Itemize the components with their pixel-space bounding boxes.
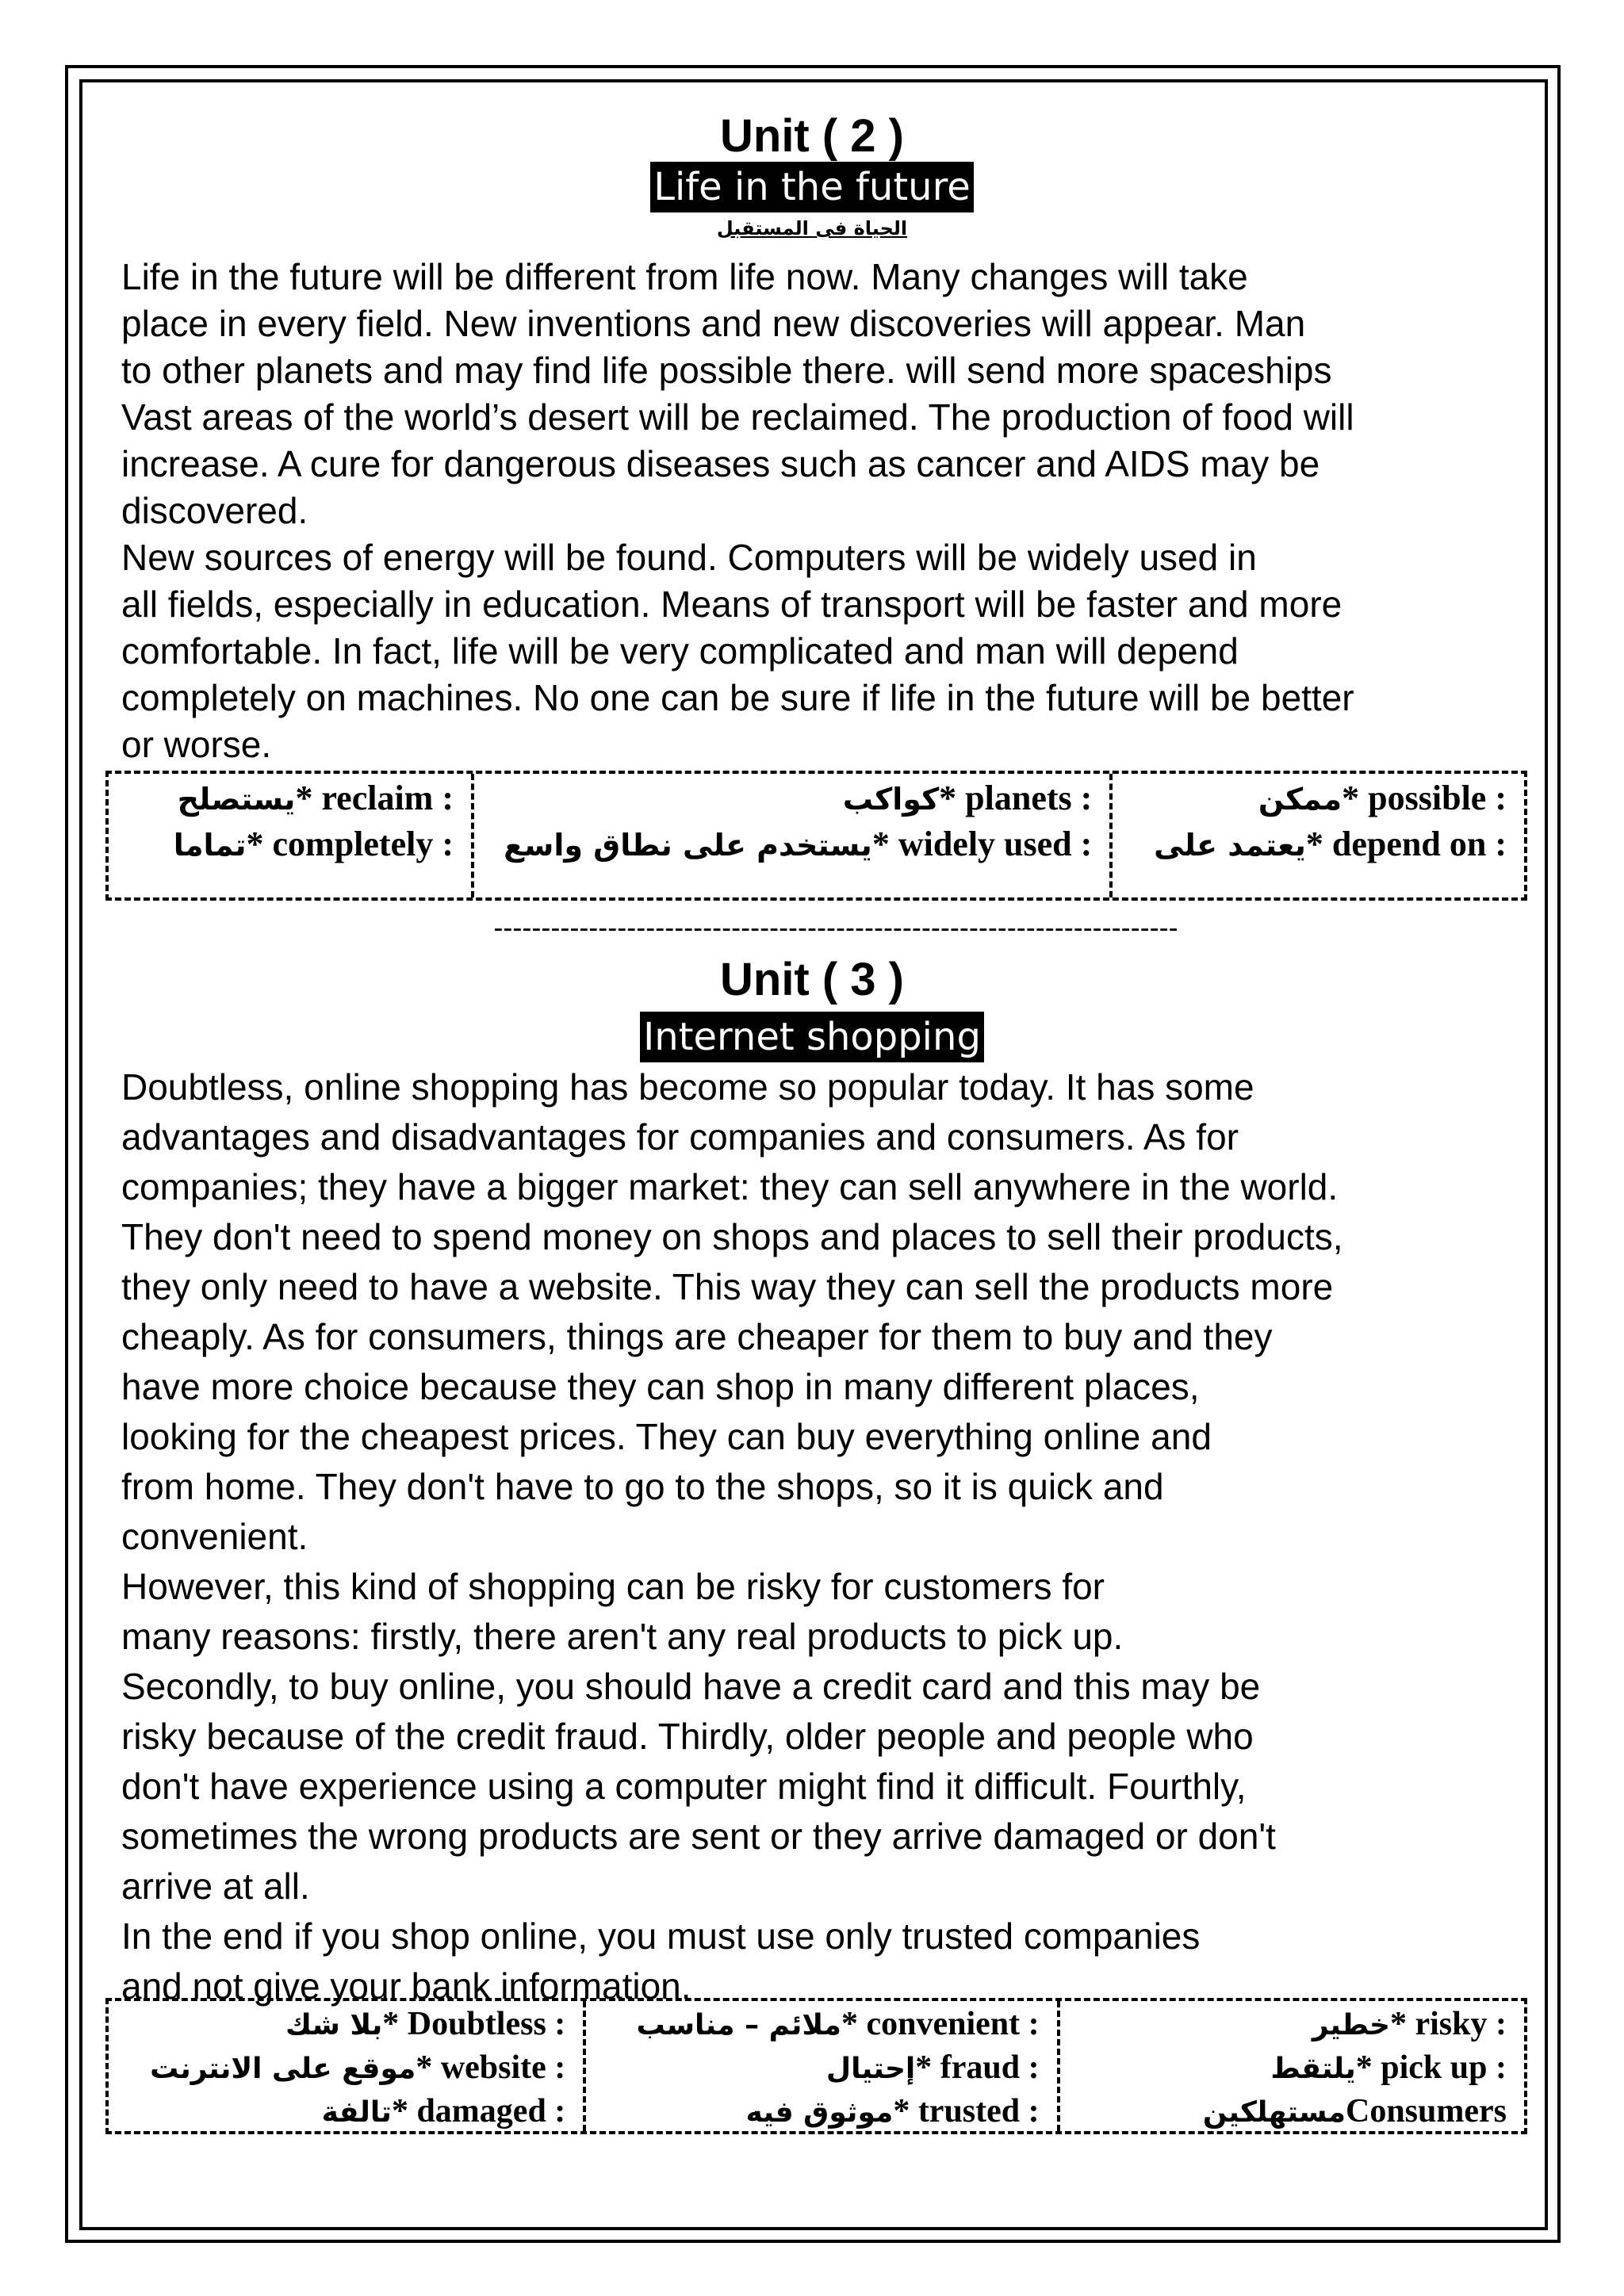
vocab-arabic-meaning: يستخدم على نطاق واسع xyxy=(504,828,872,863)
passage-line: Secondly, to buy online, you should have a credit card and this may be xyxy=(121,1666,1261,1707)
passage-line: Doubtless, online shopping has become so popular today. It has some xyxy=(121,1066,1254,1108)
passage-line: many reasons: firstly, there aren't any real products to pick up. xyxy=(121,1616,1124,1657)
vocab-english-term: * depend on : xyxy=(1305,825,1507,863)
passage-line: New sources of energy will be found. Computers will be widely used in xyxy=(121,537,1257,578)
vocab-english-term: Consumers xyxy=(1345,2093,1507,2130)
vocab-entry xyxy=(126,821,454,867)
vocab-arabic-meaning: مستهلكين xyxy=(1202,2096,1346,2129)
vocab-english-term: * pick up : xyxy=(1355,2049,1507,2086)
vocab-column xyxy=(109,774,471,897)
vocab-english-term: * trusted : xyxy=(893,2093,1040,2130)
vocab-entry xyxy=(1078,2090,1507,2133)
passage-line: discovered. xyxy=(121,490,308,531)
vocab-arabic-meaning: خطير xyxy=(1312,2009,1390,2042)
unit2-heading: Unit ( 2 ) xyxy=(720,110,904,162)
unit3-passage xyxy=(121,1062,1517,2011)
vocab-english-term: * reclaim : xyxy=(295,779,454,817)
vocab-arabic-meaning: ملائم – مناسب xyxy=(636,2009,841,2042)
passage-line: have more choice because they can shop in many different places, xyxy=(121,1366,1200,1407)
vocab-english-term: * widely used : xyxy=(871,825,1093,863)
passage-line: Life in the future will be different from life now. Many changes will take xyxy=(121,256,1248,297)
vocab-column xyxy=(1057,2001,1524,2131)
unit2-title-arabic: الحياة فى المستقبل xyxy=(716,217,908,239)
vocab-entry xyxy=(1078,2046,1507,2090)
passage-line: and not give your bank information. xyxy=(121,1965,691,2007)
vocab-column xyxy=(471,774,1109,897)
vocab-arabic-meaning: يستصلح xyxy=(177,782,296,817)
unit2-passage xyxy=(121,254,1517,768)
passage-line: all fields, especially in education. Means of transport will be faster and more xyxy=(121,584,1342,625)
passage-line: cheaply. As for consumers, things are cheaper for them to buy and they xyxy=(121,1316,1273,1357)
unit3-vocabulary-box xyxy=(105,1998,1527,2134)
unit3-title: Internet shopping xyxy=(640,1012,984,1062)
vocab-english-term: * convenient : xyxy=(841,2006,1040,2042)
passage-line: In the end if you shop online, you must use only trusted companies xyxy=(121,1915,1201,1957)
passage-line: from home. They don't have to go to the shops, so it is quick and xyxy=(121,1466,1164,1507)
vocab-english-term: * fraud : xyxy=(915,2049,1040,2086)
vocab-entry xyxy=(1130,775,1507,821)
vocab-english-term: * possible : xyxy=(1342,779,1507,817)
unit2-title: Life in the future xyxy=(650,162,974,212)
passage-line: or worse. xyxy=(121,724,272,765)
passage-line: looking for the cheapest prices. They can buy everything online and xyxy=(121,1416,1212,1457)
vocab-column xyxy=(109,2001,583,2131)
vocab-entry xyxy=(126,2003,565,2046)
vocab-arabic-meaning: كواكب xyxy=(842,782,940,817)
vocab-entry xyxy=(1130,821,1507,867)
passage-line: completely on machines. No one can be sure if life in the future will be better xyxy=(121,677,1354,718)
vocab-arabic-meaning: بلا شك xyxy=(285,2009,383,2042)
vocab-english-term: * completely : xyxy=(246,825,454,863)
unit2-title-banner xyxy=(0,162,1624,212)
vocab-entry xyxy=(126,775,454,821)
passage-line: sometimes the wrong products are sent or they arrive damaged or don't xyxy=(121,1816,1276,1857)
vocab-arabic-meaning: موثوق فيه xyxy=(745,2096,894,2129)
passage-line: Vast areas of the world’s desert will be reclaimed. The production of food will xyxy=(121,396,1354,438)
unit2-vocabulary-box xyxy=(105,771,1527,901)
vocab-entry xyxy=(492,821,1092,867)
passage-line: convenient. xyxy=(121,1516,308,1557)
vocab-arabic-meaning: إحتيال xyxy=(825,2053,916,2085)
passage-line: They don't need to spend money on shops and places to sell their products, xyxy=(121,1216,1343,1257)
vocab-entry xyxy=(603,2003,1039,2046)
passage-line: to other planets and may find life possible there. will send more spaceships xyxy=(121,350,1332,391)
passage-line: they only need to have a website. This way they can sell the products more xyxy=(121,1266,1334,1307)
passage-line: arrive at all. xyxy=(121,1866,310,1907)
vocab-column xyxy=(1109,774,1524,897)
vocab-arabic-meaning: ممكن xyxy=(1258,782,1342,817)
vocab-english-term: * website : xyxy=(416,2049,566,2086)
section-separator: ------------------------------------------------------------------------ xyxy=(493,911,1178,943)
vocab-arabic-meaning: يلتقط xyxy=(1270,2053,1356,2085)
unit3-title-banner xyxy=(0,1012,1624,1062)
vocab-entry xyxy=(603,2046,1039,2090)
vocab-arabic-meaning: تماما xyxy=(173,828,247,863)
vocab-arabic-meaning: يعتمد على xyxy=(1154,828,1306,863)
vocab-english-term: * risky : xyxy=(1390,2006,1507,2042)
passage-line: However, this kind of shopping can be risky for customers for xyxy=(121,1566,1105,1607)
vocab-entry xyxy=(126,2090,565,2133)
passage-line: companies; they have a bigger market: they can sell anywhere in the world. xyxy=(121,1166,1339,1207)
vocab-english-term: * planets : xyxy=(939,779,1093,817)
passage-line: risky because of the credit fraud. Thirdly, older people and people who xyxy=(121,1716,1254,1757)
vocab-arabic-meaning: تالفة xyxy=(321,2096,392,2129)
passage-line: increase. A cure for dangerous diseases such as cancer and AIDS may be xyxy=(121,443,1320,484)
vocab-english-term: * Doubtless : xyxy=(382,2006,566,2042)
vocab-arabic-meaning: موقع على الانترنت xyxy=(150,2053,416,2085)
passage-line: comfortable. In fact, life will be very complicated and man will depend xyxy=(121,630,1239,672)
passage-line: place in every field. New inventions and new discoveries will appear. Man xyxy=(121,303,1306,344)
vocab-entry xyxy=(603,2090,1039,2133)
vocab-english-term: * damaged : xyxy=(391,2093,566,2130)
passage-line: advantages and disadvantages for companies and consumers. As for xyxy=(121,1116,1239,1158)
passage-line: don't have experience using a computer might find it difficult. Fourthly, xyxy=(121,1766,1247,1807)
vocab-entry xyxy=(492,775,1092,821)
vocab-column xyxy=(583,2001,1056,2131)
unit3-heading: Unit ( 3 ) xyxy=(720,954,904,1005)
vocab-entry xyxy=(126,2046,565,2090)
vocab-entry xyxy=(1078,2003,1507,2046)
